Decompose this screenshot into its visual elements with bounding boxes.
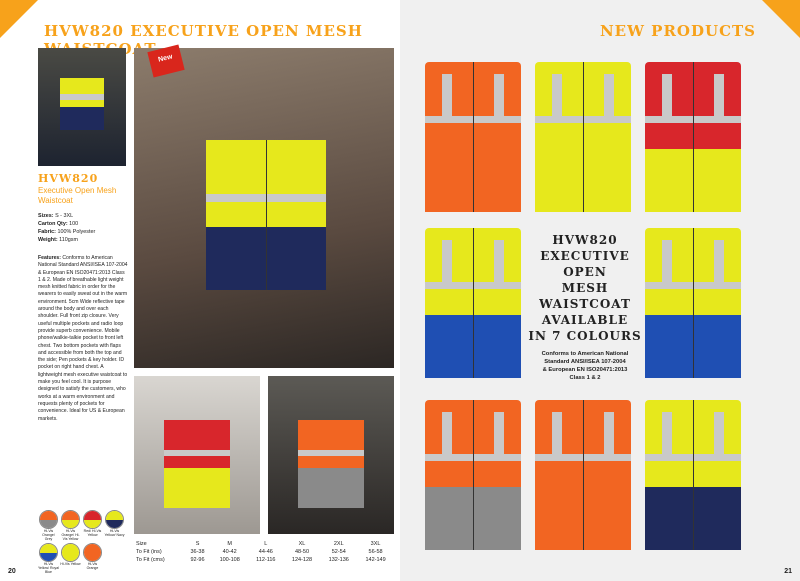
spec-fabric: Fabric: 100% Polyester [38, 229, 96, 235]
product-specs [38, 212, 128, 244]
standards-line: & European EN ISO20471:2013 [542, 367, 628, 373]
size-table [134, 540, 394, 564]
availability-headline [525, 232, 645, 344]
swatch-yellow: Hi-Vis Yellow [60, 543, 81, 566]
spec-sizes: Sizes: S - 3XL [38, 213, 74, 219]
page-number-right: 21 [784, 568, 792, 575]
orange-grey-vest [298, 420, 364, 508]
vest-product-image [645, 228, 741, 378]
size-table-row: To Fit (cms) 92-96 100-108 112-116 124-128 132-136 142-149 [136, 557, 386, 563]
swatch-orange-grey: Hi-Vis Orange/ Grey [38, 510, 59, 541]
spec-weight: Weight: 110gsm [38, 237, 78, 243]
product-name: Executive Open Mesh Waistcoat [38, 186, 117, 205]
model-thumbnail-photo [38, 48, 126, 166]
swatch-yellow-navy: Hi-Vis Yellow/ Navy [104, 510, 125, 537]
standards-text [525, 350, 645, 382]
model-photo-orange-grey [268, 376, 394, 534]
standards-line: Class 1 & 2 [569, 375, 601, 381]
swatch-yellow-royal-blue: Hi-Vis Yellow/ Royal Blue [38, 543, 59, 574]
headline-line: EXECUTIVE OPEN [540, 249, 630, 279]
colour-swatches [38, 510, 130, 576]
size-table-header: Size S M L XL 2XL 3XL [136, 541, 381, 547]
standards-line: Conforms to American National [541, 351, 629, 357]
vest-product-image [425, 400, 521, 550]
standards-line: Standard ANSI/ISEA 107-2004 [544, 359, 626, 365]
headline-line: MESH WAISTCOAT [539, 281, 631, 311]
section-title: NEW PRODUCTS [599, 22, 756, 40]
vest-product-image [645, 62, 741, 212]
headline-line: AVAILABLE [541, 313, 629, 327]
swatch-orange-yellow: Hi-Vis Orange/ Hi-Vis Yellow [60, 510, 81, 541]
swatch-red-yellow: Red/ Hi-Vis Yellow [82, 510, 103, 537]
vest-product-image [535, 400, 631, 550]
headline-line: HVW820 [552, 233, 618, 247]
vest-product-image [535, 62, 631, 212]
corner-triangle-right [762, 0, 800, 38]
model-photo-red-yellow [134, 376, 260, 534]
spec-carton-qty: Carton Qty: 100 [38, 221, 79, 227]
headline-line: IN 7 COLOURS [528, 329, 642, 343]
vest-product-image [645, 400, 741, 550]
product-code: HVW820 [38, 172, 99, 185]
page-number-left: 20 [8, 568, 16, 575]
red-yellow-vest [164, 420, 230, 508]
new-badge: New [147, 45, 184, 78]
swatch-orange: Hi-Vis Orange [82, 543, 103, 570]
thumbnail-vest [60, 78, 104, 130]
page-title: HVW820 EXECUTIVE OPEN MESH [44, 22, 363, 40]
size-table-row: To Fit (ins) 36-38 40-42 44-46 48-50 52-54 56-58 [136, 549, 383, 555]
product-features: Features: Conforms to American National Standard ANSI/ISEA 107-2004 & European EN ISO20471:2013 Class 1 & 2. Made of breathable light weight mesh knitted fabric in order for the wearers to easily sweat out in the warm environment. 5cm Wide reflective tape around the body and over each shoulder. Full front zip closure. Very useful multiple pockets and radio loop provide superb convenience. Mobile phone/walkie-talkie pocket to front left chest. Two bottom pockets with flaps and accessible from both the top and the side; Pen pockets & key holder. ID pocket on right hand chest. A lightweight mesh executive waistcoat to make you feel cool. It is purpose designed to satisfy the customers, who works at a warm environment and requests plenty of pockets for convenience. Ideal for US & European markets. [38, 255, 128, 422]
main-product-photo [134, 48, 394, 368]
corner-triangle-left [0, 0, 38, 38]
vest-product-image [425, 62, 521, 212]
vest-product-image [425, 228, 521, 378]
main-photo-vest [206, 140, 326, 290]
